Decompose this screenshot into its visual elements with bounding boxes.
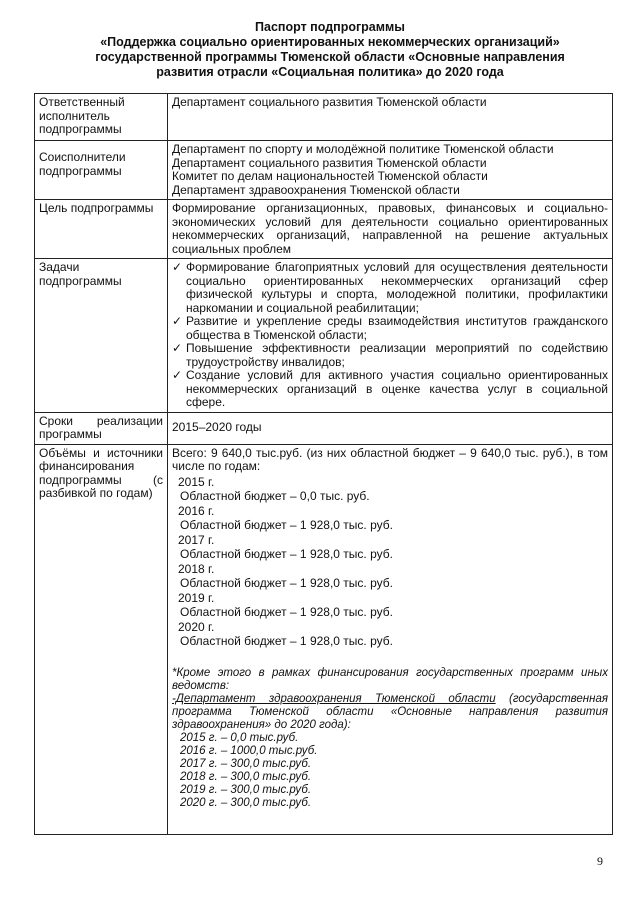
coexecutor-item: Департамент социального развития Тюменской области xyxy=(172,155,487,170)
funding-budget: Областной бюджет – 1 928,0 тыс. руб. xyxy=(180,518,393,532)
coexecutors-list xyxy=(168,141,613,200)
funding-year: 2019 г. xyxy=(178,590,215,605)
funding-year: 2020 г. xyxy=(178,619,215,634)
funding-budget: Областной бюджет – 1 928,0 тыс. руб. xyxy=(180,576,393,590)
dept-year-amount: 2019 г. – 300,0 тыс.руб. xyxy=(180,783,312,796)
checkmark-icon: ✓ xyxy=(172,341,183,355)
additional-funding-note: *Кроме этого в рамках финансирования государственных программ иных ведомств: xyxy=(172,666,608,692)
passport-table xyxy=(34,93,613,835)
funding-label: Объёмы и источники финансирования подпрограммы (с разбивкой по годам) xyxy=(35,444,168,834)
funding-total: Всего: 9 640,0 тыс.руб. (из них областной бюджет – 9 640,0 тыс. руб.), в том числе по годам: xyxy=(172,445,608,473)
funding-budget: Областной бюджет – 1 928,0 тыс. руб. xyxy=(180,605,393,619)
coexecutor-item: Комитет по делам национальностей Тюменской области xyxy=(172,169,488,183)
task-text: Повышение эффективности реализации мероприятий по содействию трудоустройству инвалидов; xyxy=(186,341,608,369)
funding-budget: Областной бюджет – 0,0 тыс. руб. xyxy=(180,489,370,503)
funding-year: 2015 г. xyxy=(178,474,215,489)
additional-funding-dept xyxy=(172,693,608,732)
page-number: 9 xyxy=(597,854,603,868)
task-item xyxy=(172,315,608,342)
task-item xyxy=(172,369,608,410)
document-title xyxy=(60,20,600,80)
tasks-list xyxy=(168,259,613,413)
terms-value: 2015–2020 годы xyxy=(168,412,613,444)
task-text: Формирование благоприятных условий для осуществления деятельности социально ориентированных некоммерческих организаций сфер физической культуры и спорта, молодежной политики, профилактики наркомании и социальной реабилитации; xyxy=(186,260,608,315)
dept-year-amount: 2020 г. – 300,0 тыс.руб. xyxy=(180,796,312,809)
title-line: «Поддержка социально ориентированных некоммерческих организаций» xyxy=(100,35,560,49)
row-funding xyxy=(35,444,613,834)
title-line: развития отрасли «Социальная политика» до 2020 года xyxy=(156,65,504,79)
goal-label: Цель подпрограммы xyxy=(35,200,168,259)
tasks-label: Задачи подпрограммы xyxy=(35,259,168,413)
dept-year-amount: 2016 г. – 1000,0 тыс.руб. xyxy=(180,744,318,757)
coexecutors-label: Соисполнители подпрограммы xyxy=(35,141,168,200)
funding-budget: Областной бюджет – 1 928,0 тыс. руб. xyxy=(180,547,393,561)
dept-program: (государственная программа Тюменской области «Основные направления развития здравоохранения» до 2020 года): xyxy=(172,692,609,731)
row-terms xyxy=(35,412,613,444)
checkmark-icon: ✓ xyxy=(172,314,183,328)
coexecutor-item: Департамент по спорту и молодёжной политике Тюменской области xyxy=(172,142,554,156)
dept-year-amount: 2018 г. – 300,0 тыс.руб. xyxy=(180,770,312,783)
checkmark-icon: ✓ xyxy=(172,368,183,382)
task-text: Создание условий для активного участия социально ориентированных некоммерческих организаций в оценке качества услуг в социальной сфере. xyxy=(186,368,608,409)
goal-value: Формирование организационных, правовых, финансовых и социально-экономических условий для деятельности социально ориентированных некоммерческих организаций, направленной на решение актуальных социальных проблем xyxy=(168,200,613,259)
title-line: государственной программы Тюменской области «Основные направления xyxy=(95,50,565,64)
checkmark-icon: ✓ xyxy=(172,260,183,274)
coexecutor-item: Департамент здравоохранения Тюменской области xyxy=(172,182,460,197)
title-line: Паспорт подпрограммы xyxy=(255,20,405,34)
dept-year-amount: 2017 г. – 300,0 тыс.руб. xyxy=(180,757,312,770)
row-coexecutors xyxy=(35,141,613,200)
row-executor xyxy=(35,94,613,141)
task-text: Развитие и укрепление среды взаимодействия институтов гражданского общества в Тюменской области; xyxy=(186,314,608,342)
terms-label: Сроки реализации программы xyxy=(35,412,168,444)
funding-year: 2017 г. xyxy=(178,532,215,547)
dept-name: -Департамент здравоохранения Тюменской области xyxy=(172,692,496,705)
task-item xyxy=(172,261,608,315)
funding-year: 2018 г. xyxy=(178,561,215,576)
funding-budget: Областной бюджет – 1 928,0 тыс. руб. xyxy=(180,634,393,648)
funding-details xyxy=(168,444,613,834)
funding-year: 2016 г. xyxy=(178,503,215,518)
row-goal xyxy=(35,200,613,259)
dept-year-amount: 2015 г. – 0,0 тыс.руб. xyxy=(180,731,299,744)
executor-label: Ответственный исполнитель подпрограммы xyxy=(35,94,168,141)
additional-funding xyxy=(172,667,608,810)
task-item xyxy=(172,342,608,369)
row-tasks xyxy=(35,259,613,413)
executor-value: Департамент социального развития Тюменской области xyxy=(168,94,613,141)
